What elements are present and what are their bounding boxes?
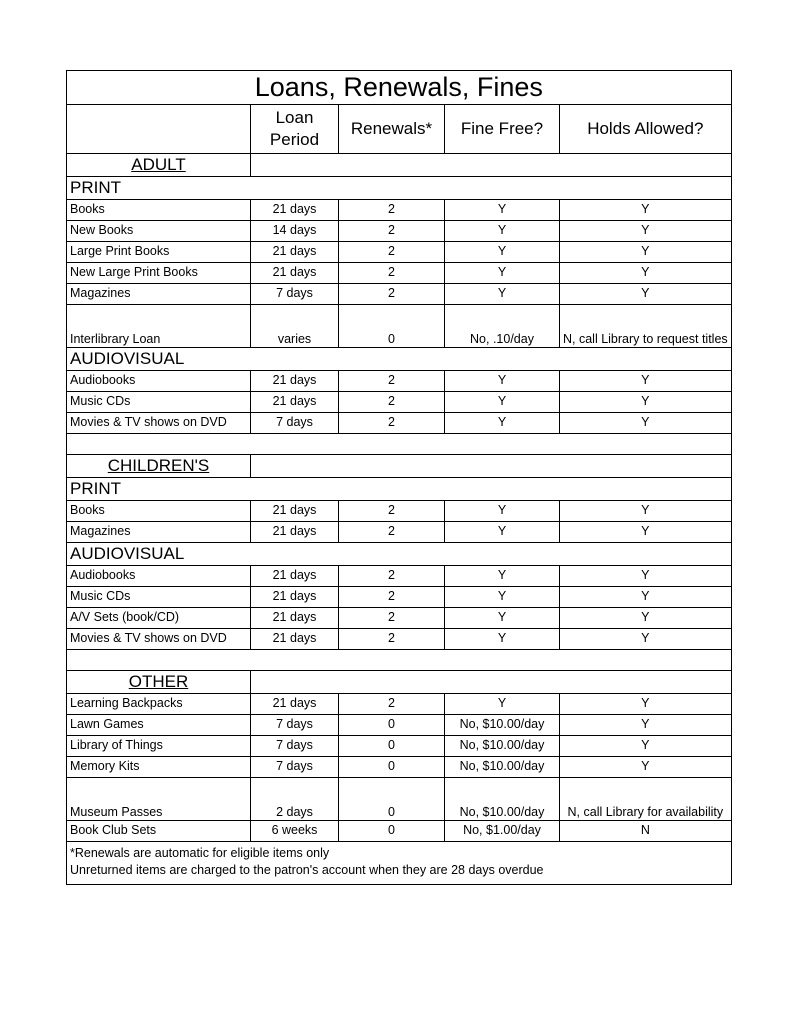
cell-fine-free: Y xyxy=(445,608,560,629)
cell-holds-allowed: Y xyxy=(560,629,732,650)
cell-holds-allowed: Y xyxy=(560,694,732,715)
table-row xyxy=(67,715,732,736)
cell-fine-free: Y xyxy=(445,413,560,434)
cell-item-name: Library of Things xyxy=(67,736,251,757)
section-title: CHILDREN'S xyxy=(67,455,251,478)
cell-renewals: 2 xyxy=(339,392,445,413)
cell-loan-period: 21 days xyxy=(251,501,339,522)
cell-renewals: 0 xyxy=(339,305,445,348)
cell-item-name: Movies & TV shows on DVD xyxy=(67,629,251,650)
cell-item-name: Book Club Sets xyxy=(67,821,251,842)
cell-loan-period: 21 days xyxy=(251,242,339,263)
spacer-row xyxy=(67,434,732,455)
cell-loan-period: 21 days xyxy=(251,371,339,392)
cell-renewals: 2 xyxy=(339,200,445,221)
cell-holds-allowed: Y xyxy=(560,392,732,413)
spacer-row xyxy=(67,650,732,671)
section-row xyxy=(67,671,732,694)
table-row xyxy=(67,305,732,348)
cell-loan-period: 14 days xyxy=(251,221,339,242)
cell-renewals: 2 xyxy=(339,522,445,543)
cell-holds-allowed: Y xyxy=(560,371,732,392)
cell-loan-period: 7 days xyxy=(251,715,339,736)
cell-holds-allowed: N, call Library for availability xyxy=(560,778,732,821)
cell-renewals: 2 xyxy=(339,221,445,242)
cell-renewals: 2 xyxy=(339,587,445,608)
header-holds-allowed: Holds Allowed? xyxy=(560,105,732,154)
cell-fine-free: No, .10/day xyxy=(445,305,560,348)
cell-renewals: 2 xyxy=(339,413,445,434)
cell-fine-free: Y xyxy=(445,392,560,413)
section-row xyxy=(67,455,732,478)
cell-item-name: Memory Kits xyxy=(67,757,251,778)
cell-fine-free: Y xyxy=(445,566,560,587)
table-row xyxy=(67,371,732,392)
cell-item-name: Lawn Games xyxy=(67,715,251,736)
group-title: AUDIOVISUAL xyxy=(67,543,732,566)
cell-renewals: 2 xyxy=(339,566,445,587)
cell-item-name: Audiobooks xyxy=(67,371,251,392)
cell-fine-free: Y xyxy=(445,263,560,284)
cell-fine-free: No, $10.00/day xyxy=(445,715,560,736)
cell-fine-free: Y xyxy=(445,371,560,392)
cell-loan-period: 21 days xyxy=(251,694,339,715)
cell-holds-allowed: N, call Library to request titles xyxy=(560,305,732,348)
cell-loan-period: varies xyxy=(251,305,339,348)
cell-holds-allowed: Y xyxy=(560,715,732,736)
table-row xyxy=(67,694,732,715)
header-loan-period: Loan Period xyxy=(251,105,339,154)
group-title: PRINT xyxy=(67,478,732,501)
cell-renewals: 0 xyxy=(339,778,445,821)
cell-item-name: Learning Backpacks xyxy=(67,694,251,715)
table-row xyxy=(67,736,732,757)
cell-renewals: 2 xyxy=(339,263,445,284)
section-blank-cell xyxy=(251,154,732,177)
footnote: Unreturned items are charged to the patron's account when they are 28 days overdue xyxy=(67,864,732,885)
cell-renewals: 0 xyxy=(339,715,445,736)
table-row xyxy=(67,284,732,305)
cell-item-name: Large Print Books xyxy=(67,242,251,263)
table-row xyxy=(67,242,732,263)
note-row xyxy=(67,842,732,865)
cell-item-name: Magazines xyxy=(67,522,251,543)
section-title: OTHER xyxy=(67,671,251,694)
group-row xyxy=(67,177,732,200)
cell-item-name: Books xyxy=(67,200,251,221)
cell-item-name: A/V Sets (book/CD) xyxy=(67,608,251,629)
cell-item-name: New Large Print Books xyxy=(67,263,251,284)
cell-fine-free: Y xyxy=(445,284,560,305)
cell-renewals: 0 xyxy=(339,757,445,778)
group-row xyxy=(67,348,732,371)
cell-renewals: 2 xyxy=(339,501,445,522)
cell-item-name: Museum Passes xyxy=(67,778,251,821)
cell-holds-allowed: Y xyxy=(560,757,732,778)
cell-loan-period: 7 days xyxy=(251,413,339,434)
cell-loan-period: 21 days xyxy=(251,608,339,629)
table-row xyxy=(67,263,732,284)
cell-loan-period: 7 days xyxy=(251,284,339,305)
cell-renewals: 0 xyxy=(339,736,445,757)
cell-renewals: 2 xyxy=(339,242,445,263)
cell-item-name: Magazines xyxy=(67,284,251,305)
cell-renewals: 2 xyxy=(339,694,445,715)
cell-item-name: Movies & TV shows on DVD xyxy=(67,413,251,434)
cell-item-name: Audiobooks xyxy=(67,566,251,587)
table-row xyxy=(67,200,732,221)
cell-fine-free: Y xyxy=(445,694,560,715)
table-row xyxy=(67,221,732,242)
cell-renewals: 2 xyxy=(339,371,445,392)
cell-loan-period: 2 days xyxy=(251,778,339,821)
cell-loan-period: 21 days xyxy=(251,200,339,221)
cell-item-name: Music CDs xyxy=(67,392,251,413)
cell-holds-allowed: Y xyxy=(560,522,732,543)
table-row xyxy=(67,392,732,413)
cell-fine-free: Y xyxy=(445,501,560,522)
cell-loan-period: 6 weeks xyxy=(251,821,339,842)
cell-loan-period: 21 days xyxy=(251,263,339,284)
table-row xyxy=(67,778,732,821)
table-row xyxy=(67,608,732,629)
cell-fine-free: No, $10.00/day xyxy=(445,736,560,757)
cell-holds-allowed: Y xyxy=(560,736,732,757)
cell-holds-allowed: Y xyxy=(560,501,732,522)
table-row xyxy=(67,566,732,587)
cell-fine-free: Y xyxy=(445,242,560,263)
section-title: ADULT xyxy=(67,154,251,177)
table-row xyxy=(67,413,732,434)
cell-item-name: Books xyxy=(67,501,251,522)
table-row xyxy=(67,757,732,778)
cell-item-name: Interlibrary Loan xyxy=(67,305,251,348)
spacer-cell xyxy=(67,434,732,455)
cell-loan-period: 7 days xyxy=(251,757,339,778)
header-blank-cell xyxy=(67,105,251,154)
section-blank-cell xyxy=(251,671,732,694)
cell-fine-free: Y xyxy=(445,221,560,242)
cell-renewals: 2 xyxy=(339,608,445,629)
footnote: *Renewals are automatic for eligible items only xyxy=(67,842,732,865)
cell-fine-free: No, $10.00/day xyxy=(445,778,560,821)
loans-table xyxy=(66,70,732,885)
cell-fine-free: Y xyxy=(445,200,560,221)
cell-fine-free: Y xyxy=(445,629,560,650)
table-row xyxy=(67,501,732,522)
loans-table-body xyxy=(67,71,732,885)
cell-loan-period: 21 days xyxy=(251,587,339,608)
cell-loan-period: 7 days xyxy=(251,736,339,757)
header-fine-free: Fine Free? xyxy=(445,105,560,154)
cell-fine-free: Y xyxy=(445,587,560,608)
section-row xyxy=(67,154,732,177)
cell-renewals: 2 xyxy=(339,284,445,305)
cell-holds-allowed: Y xyxy=(560,566,732,587)
cell-holds-allowed: Y xyxy=(560,263,732,284)
page-title: Loans, Renewals, Fines xyxy=(67,71,732,105)
cell-holds-allowed: Y xyxy=(560,242,732,263)
cell-holds-allowed: Y xyxy=(560,587,732,608)
group-row xyxy=(67,478,732,501)
cell-loan-period: 21 days xyxy=(251,629,339,650)
table-row xyxy=(67,522,732,543)
table-row xyxy=(67,821,732,842)
spacer-cell xyxy=(67,650,732,671)
cell-fine-free: Y xyxy=(445,522,560,543)
group-row xyxy=(67,543,732,566)
cell-holds-allowed: Y xyxy=(560,284,732,305)
cell-holds-allowed: N xyxy=(560,821,732,842)
table-row xyxy=(67,587,732,608)
cell-renewals: 2 xyxy=(339,629,445,650)
cell-fine-free: No, $10.00/day xyxy=(445,757,560,778)
cell-loan-period: 21 days xyxy=(251,392,339,413)
cell-loan-period: 21 days xyxy=(251,522,339,543)
header-renewals: Renewals* xyxy=(339,105,445,154)
group-title: PRINT xyxy=(67,177,732,200)
cell-item-name: New Books xyxy=(67,221,251,242)
cell-loan-period: 21 days xyxy=(251,566,339,587)
cell-item-name: Music CDs xyxy=(67,587,251,608)
table-row xyxy=(67,629,732,650)
section-blank-cell xyxy=(251,455,732,478)
group-title: AUDIOVISUAL xyxy=(67,348,732,371)
note-row xyxy=(67,864,732,885)
cell-holds-allowed: Y xyxy=(560,608,732,629)
cell-holds-allowed: Y xyxy=(560,413,732,434)
cell-holds-allowed: Y xyxy=(560,221,732,242)
cell-renewals: 0 xyxy=(339,821,445,842)
cell-holds-allowed: Y xyxy=(560,200,732,221)
cell-fine-free: No, $1.00/day xyxy=(445,821,560,842)
